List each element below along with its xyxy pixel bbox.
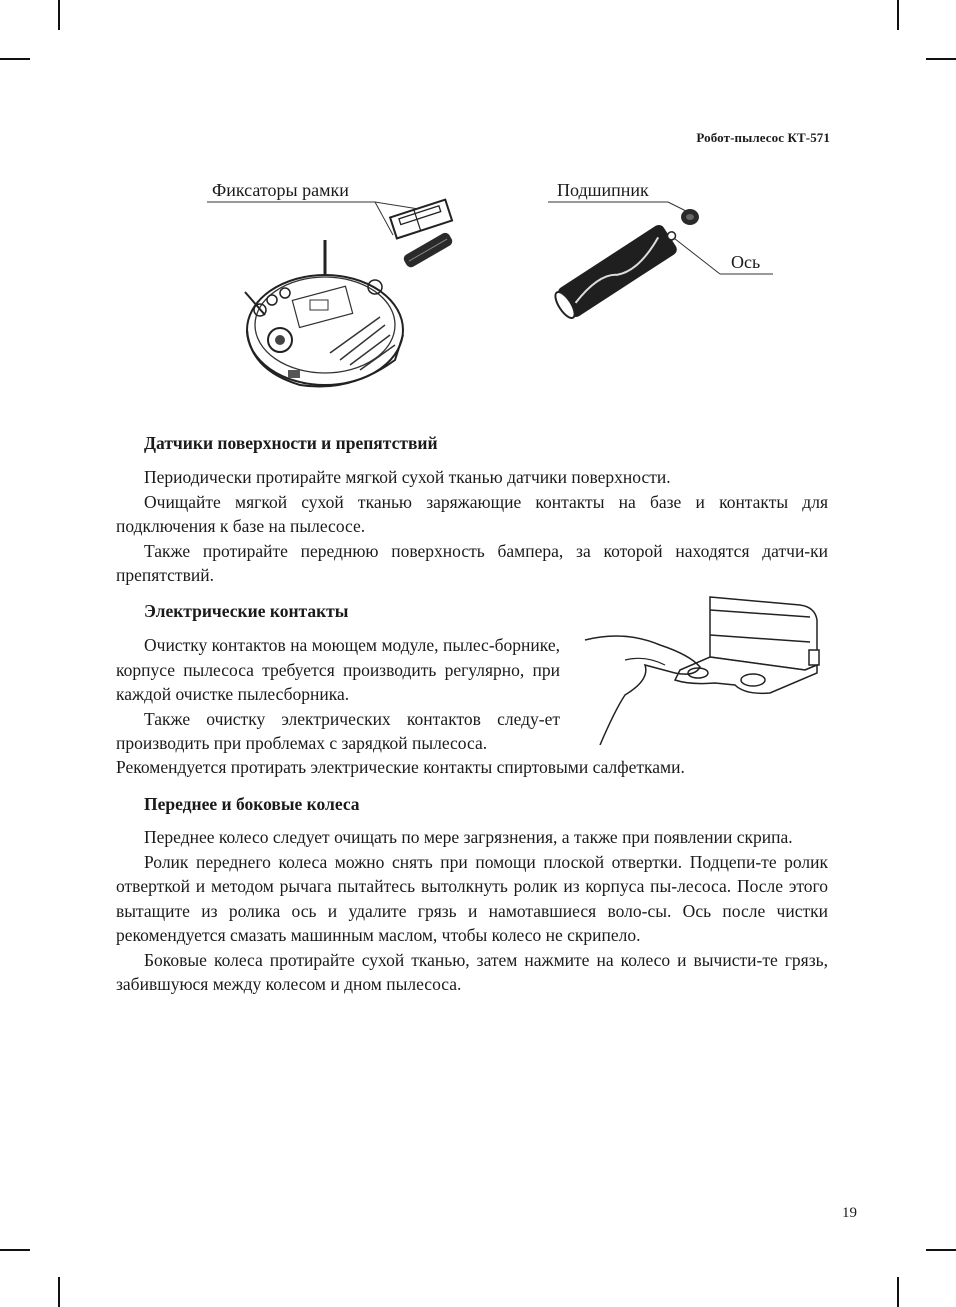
section-heading: Переднее и боковые колеса xyxy=(144,794,360,814)
crop-mark xyxy=(897,1277,899,1307)
brush-roller-illustration-icon xyxy=(545,175,785,335)
crop-mark xyxy=(0,58,30,60)
page-number: 19 xyxy=(842,1205,857,1221)
paragraph: Боковые колеса протирайте сухой тканью, затем нажмите на колесо и вычисти-те грязь, забившуюся между колесом и дном пылесоса. xyxy=(116,949,828,994)
paragraph: Очищайте мягкой сухой тканью заряжающие контакты на базе и контакты для подключения к базе на пылесосе. xyxy=(116,491,828,536)
paragraph: Также очистку электрических контактов следу-ет производить при проблемах с зарядкой пылесоса. xyxy=(116,708,560,753)
figure-charging-dock xyxy=(565,585,830,745)
section-body xyxy=(116,633,560,756)
crop-mark xyxy=(58,0,60,30)
section-body xyxy=(116,465,828,588)
paragraph: Также протирайте переднюю поверхность бампера, за которой находятся датчи-ки препятствий. xyxy=(116,540,828,585)
figure-brush-roller xyxy=(545,175,785,335)
paragraph: Рекомендуется протирать электрические контакты спиртовыми салфетками. xyxy=(116,757,685,777)
section-body xyxy=(116,825,828,997)
section-heading: Датчики поверхности и препятствий xyxy=(144,433,438,453)
figure-robot-bottom xyxy=(200,175,500,400)
paragraph: Периодически протирайте мягкой сухой тканью датчики поверхности. xyxy=(144,467,671,487)
section-body-trailing xyxy=(116,755,828,780)
section-heading: Электрические контакты xyxy=(144,601,349,621)
crop-mark xyxy=(926,1249,956,1251)
paragraph: Ролик переднего колеса можно снять при помощи плоской отвертки. Подцепи-те ролик отверткой и методом рычага пытайтесь вытолкнуть ролик из корпуса пы-лесоса. После этого вытащите из ролика ось и удалите грязь и намотавшиеся воло-сы. Ось после чистки рекомендуется смазать машинным маслом, чтобы колесо не скрипело. xyxy=(116,851,828,945)
crop-mark xyxy=(926,58,956,60)
callout-axis: Ось xyxy=(731,252,761,272)
crop-mark xyxy=(58,1277,60,1307)
paragraph: Очистку контактов на моющем модуле, пылес-борнике, корпусе пылесоса требуется производить регулярно, при каждой очистке пылесборника. xyxy=(116,635,560,704)
robot-vacuum-underside-illustration-icon xyxy=(200,175,500,400)
paragraph: Переднее колесо следует очищать по мере загрязнения, а также при появлении скрипа. xyxy=(144,827,793,847)
crop-mark xyxy=(0,1249,30,1251)
callout-bearing: Подшипник xyxy=(557,180,649,200)
crop-mark xyxy=(897,0,899,30)
running-header: Робот-пылесос КТ-571 xyxy=(696,130,830,145)
callout-frame-latches: Фиксаторы рамки xyxy=(212,180,349,200)
hand-cleaning-dock-contacts-illustration-icon xyxy=(565,585,830,745)
